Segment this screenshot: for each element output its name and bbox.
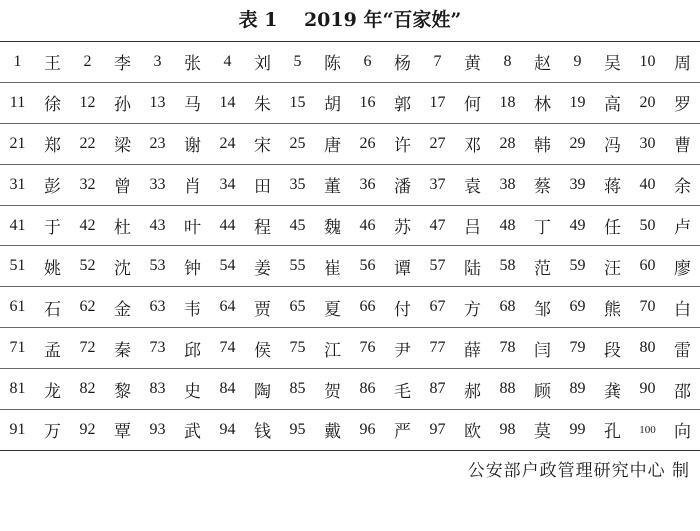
rank-number: 41	[0, 205, 35, 246]
surname: 范	[525, 246, 560, 287]
surname: 袁	[455, 164, 490, 205]
table-row	[0, 82, 700, 123]
surname: 孔	[595, 410, 630, 451]
surname: 蔡	[525, 164, 560, 205]
rank-number: 37	[420, 164, 455, 205]
surname: 向	[665, 410, 700, 451]
surname: 魏	[315, 205, 350, 246]
rank-number: 58	[490, 246, 525, 287]
surname: 顾	[525, 369, 560, 410]
surname: 叶	[175, 205, 210, 246]
surname: 汪	[595, 246, 630, 287]
surname: 戴	[315, 410, 350, 451]
rank-number: 21	[0, 123, 35, 164]
rank-number: 78	[490, 328, 525, 369]
rank-number: 22	[70, 123, 105, 164]
table-row	[0, 246, 700, 287]
table-row	[0, 328, 700, 369]
surname: 邱	[175, 328, 210, 369]
surname: 夏	[315, 287, 350, 328]
rank-number: 32	[70, 164, 105, 205]
rank-number: 31	[0, 164, 35, 205]
surname: 张	[184, 54, 201, 75]
surname: 蒋	[595, 164, 630, 205]
surname: 万	[35, 410, 70, 451]
rank-number: 72	[70, 328, 105, 369]
rank-number: 97	[420, 410, 455, 451]
table-row	[0, 369, 700, 410]
rank-number: 17	[420, 82, 455, 123]
rank-number: 59	[560, 246, 595, 287]
rank-number: 3	[153, 52, 162, 70]
rank-number: 57	[420, 246, 455, 287]
rank-number: 64	[210, 287, 245, 328]
surname: 黎	[105, 369, 140, 410]
rank-number: 4	[223, 52, 232, 70]
surname: 陶	[245, 369, 280, 410]
surname: 冯	[595, 123, 630, 164]
surname: 侯	[245, 328, 280, 369]
surname: 钟	[175, 246, 210, 287]
surname: 朱	[245, 82, 280, 123]
surname: 曾	[105, 164, 140, 205]
surname: 徐	[35, 82, 70, 123]
surname: 郝	[455, 369, 490, 410]
rank-number: 88	[490, 369, 525, 410]
surname: 高	[595, 82, 630, 123]
rank-number: 74	[210, 328, 245, 369]
rank-number: 91	[0, 410, 35, 451]
surname: 李	[114, 54, 131, 75]
rank-number: 86	[350, 369, 385, 410]
rank-number: 100	[630, 410, 665, 451]
rank-number: 8	[503, 52, 512, 70]
rank-number: 95	[280, 410, 315, 451]
surname: 薛	[455, 328, 490, 369]
surname: 肖	[175, 164, 210, 205]
rank-number: 7	[433, 52, 442, 70]
surname: 余	[665, 164, 700, 205]
surname: 于	[35, 205, 70, 246]
surname: 郑	[35, 123, 70, 164]
rank-number: 33	[140, 164, 175, 205]
surname: 陆	[455, 246, 490, 287]
rank-number: 10	[639, 52, 656, 70]
rank-number: 60	[630, 246, 665, 287]
rank-number: 34	[210, 164, 245, 205]
table-title: 表 1 2019 年“百家姓”	[238, 9, 462, 31]
rank-number: 80	[630, 328, 665, 369]
rank-number: 94	[210, 410, 245, 451]
rank-number: 47	[420, 205, 455, 246]
rank-number: 24	[210, 123, 245, 164]
rank-number: 42	[70, 205, 105, 246]
rank-number: 52	[70, 246, 105, 287]
table-row	[0, 410, 700, 451]
rank-number: 1	[13, 52, 22, 70]
surname: 严	[385, 410, 420, 451]
rank-number: 85	[280, 369, 315, 410]
rank-number: 49	[560, 205, 595, 246]
surname: 邹	[525, 287, 560, 328]
surname: 韦	[175, 287, 210, 328]
surname: 崔	[315, 246, 350, 287]
surname-ranking-table	[0, 41, 700, 451]
rank-number: 15	[280, 82, 315, 123]
surname: 任	[595, 205, 630, 246]
surname: 欧	[455, 410, 490, 451]
surname: 周	[674, 54, 691, 75]
surname: 吴	[604, 54, 621, 75]
rank-number: 5	[293, 52, 302, 70]
surname: 卢	[665, 205, 700, 246]
table-row	[0, 205, 700, 246]
rank-number: 55	[280, 246, 315, 287]
rank-number: 54	[210, 246, 245, 287]
surname: 孙	[105, 82, 140, 123]
rank-number: 83	[140, 369, 175, 410]
rank-number: 70	[630, 287, 665, 328]
source-credit: 公安部户政管理研究中心 制	[467, 461, 690, 481]
rank-number: 92	[70, 410, 105, 451]
rank-number: 44	[210, 205, 245, 246]
table-row	[0, 42, 700, 83]
rank-number: 12	[70, 82, 105, 123]
rank-number: 46	[350, 205, 385, 246]
rank-number: 90	[630, 369, 665, 410]
rank-number: 76	[350, 328, 385, 369]
rank-number: 50	[630, 205, 665, 246]
surname: 白	[665, 287, 700, 328]
rank-number: 13	[140, 82, 175, 123]
rank-number: 48	[490, 205, 525, 246]
rank-number: 9	[573, 52, 582, 70]
rank-number: 66	[350, 287, 385, 328]
rank-number: 79	[560, 328, 595, 369]
surname: 马	[175, 82, 210, 123]
surname: 黄	[464, 54, 481, 75]
surname: 雷	[665, 328, 700, 369]
surname: 金	[105, 287, 140, 328]
surname: 龙	[35, 369, 70, 410]
surname: 宋	[245, 123, 280, 164]
surname: 闫	[525, 328, 560, 369]
surname: 程	[245, 205, 280, 246]
rank-number: 16	[350, 82, 385, 123]
surname: 邓	[455, 123, 490, 164]
surname: 赵	[534, 54, 551, 75]
surname: 吕	[455, 205, 490, 246]
surname: 潘	[385, 164, 420, 205]
rank-number: 2	[83, 52, 92, 70]
surname: 龚	[595, 369, 630, 410]
rank-number: 96	[350, 410, 385, 451]
surname: 郭	[385, 82, 420, 123]
rank-number: 67	[420, 287, 455, 328]
rank-number: 18	[490, 82, 525, 123]
surname: 孟	[35, 328, 70, 369]
rank-number: 84	[210, 369, 245, 410]
rank-number: 43	[140, 205, 175, 246]
surname: 毛	[385, 369, 420, 410]
surname: 何	[455, 82, 490, 123]
surname: 罗	[665, 82, 700, 123]
rank-number: 14	[210, 82, 245, 123]
surname: 林	[525, 82, 560, 123]
surname: 曹	[665, 123, 700, 164]
surname: 邵	[665, 369, 700, 410]
rank-number: 6	[363, 52, 372, 70]
surname: 钱	[245, 410, 280, 451]
surname: 武	[175, 410, 210, 451]
rank-number: 39	[560, 164, 595, 205]
rank-number: 29	[560, 123, 595, 164]
surname: 段	[595, 328, 630, 369]
table-row	[0, 164, 700, 205]
rank-number: 75	[280, 328, 315, 369]
rank-number: 63	[140, 287, 175, 328]
rank-number: 65	[280, 287, 315, 328]
surname: 杨	[394, 54, 411, 75]
surname: 杜	[105, 205, 140, 246]
rank-number: 68	[490, 287, 525, 328]
rank-number: 93	[140, 410, 175, 451]
surname: 刘	[254, 54, 271, 75]
surname: 尹	[385, 328, 420, 369]
surname: 方	[455, 287, 490, 328]
surname: 姚	[35, 246, 70, 287]
rank-number: 45	[280, 205, 315, 246]
rank-number: 77	[420, 328, 455, 369]
table-row	[0, 287, 700, 328]
rank-number: 98	[490, 410, 525, 451]
rank-number: 62	[70, 287, 105, 328]
surname: 江	[315, 328, 350, 369]
rank-number: 38	[490, 164, 525, 205]
surname: 秦	[105, 328, 140, 369]
rank-number: 89	[560, 369, 595, 410]
surname: 丁	[525, 205, 560, 246]
rank-number: 19	[560, 82, 595, 123]
rank-number: 99	[560, 410, 595, 451]
surname: 田	[245, 164, 280, 205]
rank-number: 36	[350, 164, 385, 205]
surname: 石	[35, 287, 70, 328]
rank-number: 28	[490, 123, 525, 164]
rank-number: 69	[560, 287, 595, 328]
rank-number: 56	[350, 246, 385, 287]
surname: 韩	[525, 123, 560, 164]
surname: 沈	[105, 246, 140, 287]
rank-number: 73	[140, 328, 175, 369]
surname: 董	[315, 164, 350, 205]
table-row	[0, 123, 700, 164]
surname: 覃	[105, 410, 140, 451]
surname: 胡	[315, 82, 350, 123]
surname: 付	[385, 287, 420, 328]
table-body	[0, 42, 700, 451]
rank-number: 61	[0, 287, 35, 328]
rank-number: 11	[0, 82, 35, 123]
surname: 唐	[315, 123, 350, 164]
rank-number: 27	[420, 123, 455, 164]
rank-number: 81	[0, 369, 35, 410]
surname: 谭	[385, 246, 420, 287]
rank-number: 20	[630, 82, 665, 123]
surname: 莫	[525, 410, 560, 451]
surname: 贺	[315, 369, 350, 410]
rank-number: 25	[280, 123, 315, 164]
rank-number: 53	[140, 246, 175, 287]
rank-number: 82	[70, 369, 105, 410]
surname: 史	[175, 369, 210, 410]
surname: 陈	[324, 54, 341, 75]
surname: 王	[44, 54, 61, 75]
surname: 梁	[105, 123, 140, 164]
surname: 苏	[385, 205, 420, 246]
rank-number: 23	[140, 123, 175, 164]
rank-number: 51	[0, 246, 35, 287]
surname: 贾	[245, 287, 280, 328]
rank-number: 26	[350, 123, 385, 164]
rank-number: 40	[630, 164, 665, 205]
rank-number: 30	[630, 123, 665, 164]
surname: 姜	[245, 246, 280, 287]
surname: 熊	[595, 287, 630, 328]
rank-number: 71	[0, 328, 35, 369]
surname: 彭	[35, 164, 70, 205]
rank-number: 87	[420, 369, 455, 410]
surname: 廖	[665, 246, 700, 287]
rank-number: 35	[280, 164, 315, 205]
surname: 谢	[175, 123, 210, 164]
surname: 许	[385, 123, 420, 164]
